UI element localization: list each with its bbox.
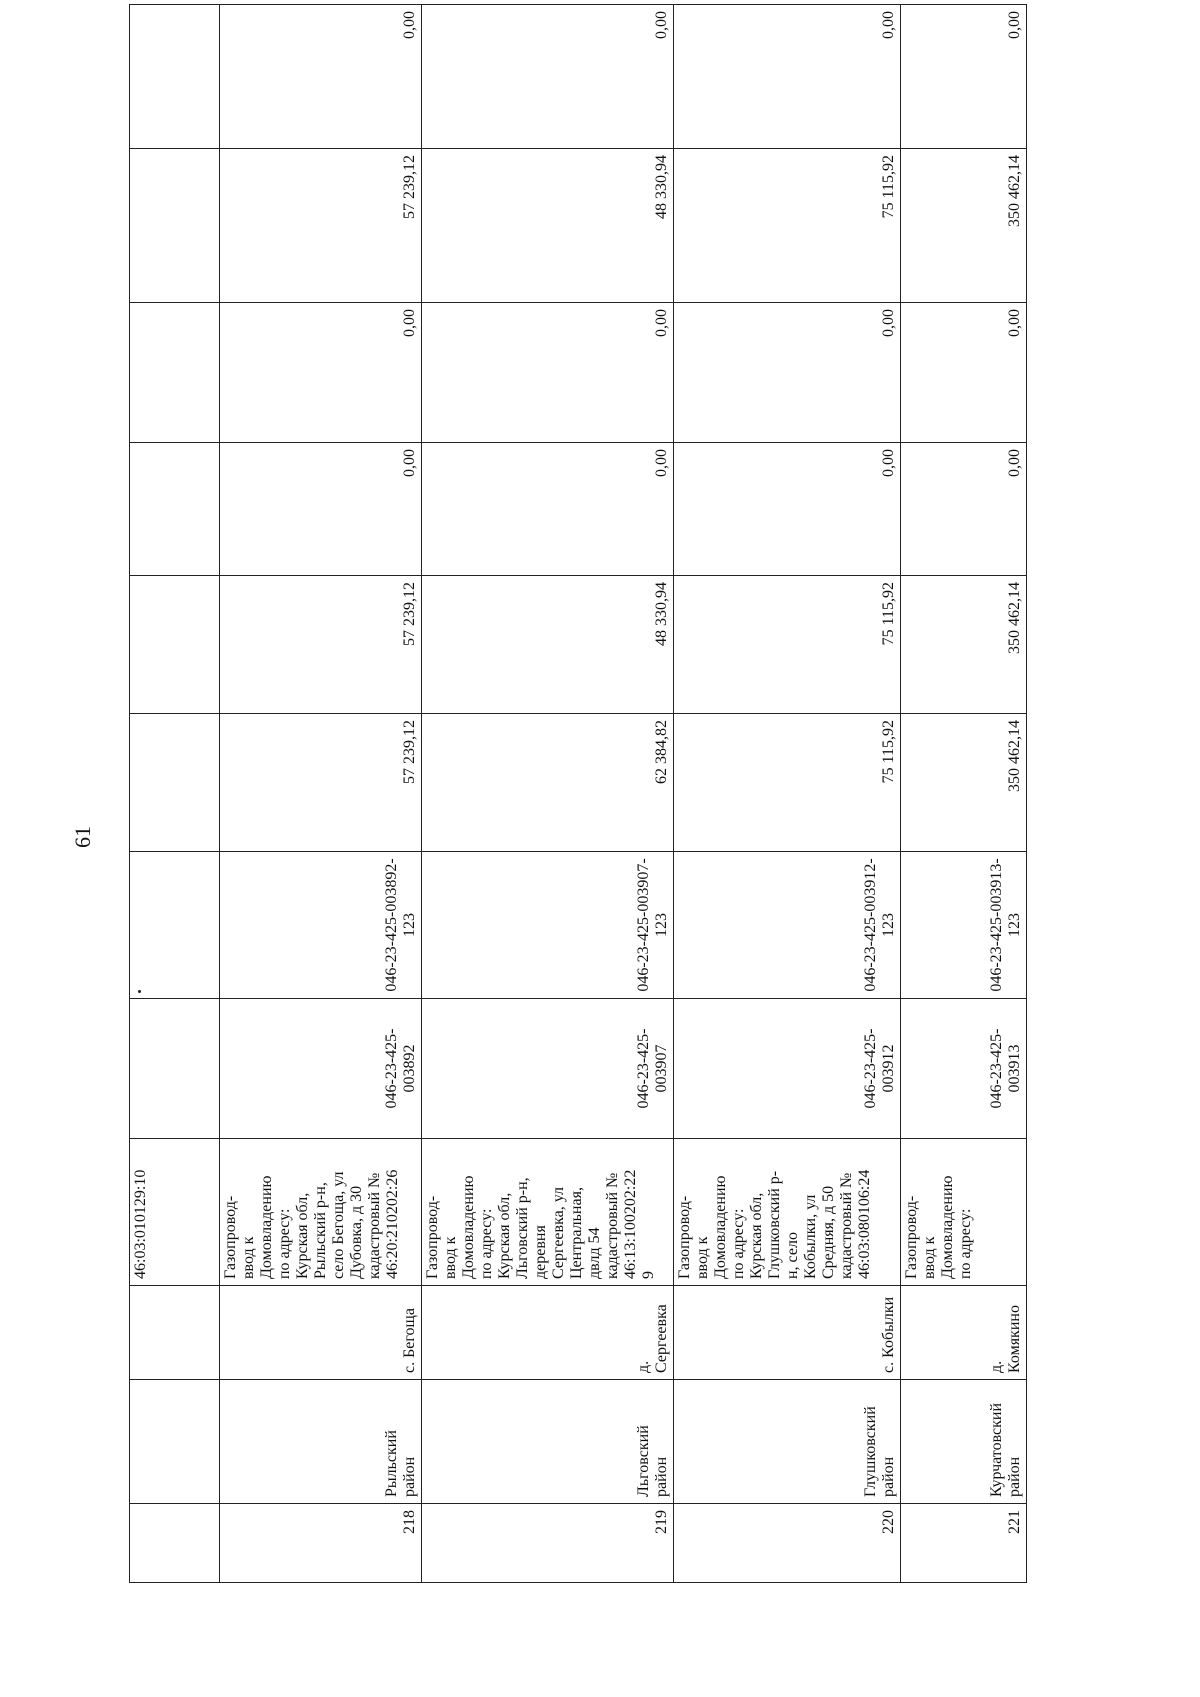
cell-code: 046-23-425-003892 (220, 999, 422, 1139)
cell-code-full: 046-23-425-003913-123 (901, 852, 1027, 999)
cell-code: 046-23-425-003907 (422, 999, 674, 1139)
cell-description: Газопровод- ввод к Домовладению по адресу: Курская обл, Глушковский р- н, село Кобылки, ул Средняя, д 50 кадастровый № 46:03:080106:24 (674, 1139, 901, 1286)
cell-description: Газопровод- ввод к Домовладению по адресу: Курская обл, Рыльский р-н, село Бегоща, ул Дубовка, д 30 кадастровый № 46:20:210202:26 (220, 1139, 422, 1286)
cell-value: 75 115,92 (674, 576, 901, 714)
cell-empty (130, 852, 220, 999)
cell-description: Газопровод- ввод к Домовладению по адресу: Курская обл, Льговский р-н, деревня Сергеевка, ул Центральная, двлд 54 кадастровый № 46:13:100202:22 9 (422, 1139, 674, 1286)
cell-code: 046-23-425-003912 (674, 999, 901, 1139)
cell-empty (130, 576, 220, 714)
cell-row-number: 221 (901, 1504, 1027, 1583)
cell-value: 57 239,12 (220, 576, 422, 714)
cell-value: 350 462,14 (901, 149, 1027, 303)
table-row (422, 5, 674, 1583)
cell-settlement: д. Комякино (901, 1286, 1027, 1380)
table-row (901, 5, 1027, 1583)
cell-empty (130, 1286, 220, 1380)
cell-value: 0,00 (674, 443, 901, 576)
cell-cadastral: 46:03:010129:10 (130, 1139, 220, 1286)
cell-settlement: с. Кобылки (674, 1286, 901, 1380)
cell-empty (130, 149, 220, 303)
cell-empty (130, 999, 220, 1139)
cell-empty (130, 1504, 220, 1583)
cell-value: 0,00 (220, 303, 422, 443)
cell-value: 48 330,94 (422, 576, 674, 714)
cell-description: Газопровод- ввод к Домовладению по адресу: (901, 1139, 1027, 1286)
cell-value: 57 239,12 (220, 149, 422, 303)
page-number: 61 (70, 826, 95, 848)
cell-empty (130, 1380, 220, 1504)
cell-value: 62 384,82 (422, 714, 674, 852)
cell-value: 0,00 (220, 5, 422, 149)
cell-value: 75 115,92 (674, 149, 901, 303)
rotated-table-sheet (129, 11, 1026, 1583)
table-row-top (130, 5, 220, 1583)
cell-value: 350 462,14 (901, 714, 1027, 852)
cell-value: 0,00 (422, 443, 674, 576)
cell-district: Глушковский район (674, 1380, 901, 1504)
table-row (220, 5, 422, 1583)
cell-code-full: 046-23-425-003892-123 (220, 852, 422, 999)
data-table (129, 4, 1027, 1583)
cell-value: 0,00 (901, 5, 1027, 149)
cell-row-number: 219 (422, 1504, 674, 1583)
cell-value: 75 115,92 (674, 714, 901, 852)
cell-empty (130, 5, 220, 149)
cell-value: 57 239,12 (220, 714, 422, 852)
cell-value: 0,00 (422, 303, 674, 443)
cell-district: Льговский район (422, 1380, 674, 1504)
cell-row-number: 218 (220, 1504, 422, 1583)
cell-code-full: 046-23-425-003912-123 (674, 852, 901, 999)
cell-value: 0,00 (422, 5, 674, 149)
cell-empty (130, 443, 220, 576)
cell-code-full: 046-23-425-003907-123 (422, 852, 674, 999)
cell-value: 0,00 (674, 303, 901, 443)
cell-district: Рыльский район (220, 1380, 422, 1504)
cell-value: 350 462,14 (901, 576, 1027, 714)
cell-empty (130, 714, 220, 852)
cell-value: 0,00 (901, 443, 1027, 576)
cell-empty (130, 303, 220, 443)
cell-district: Курчатовский район (901, 1380, 1027, 1504)
cell-value: 0,00 (220, 443, 422, 576)
cell-value: 48 330,94 (422, 149, 674, 303)
table-row (674, 5, 901, 1583)
cell-settlement: с. Бегоща (220, 1286, 422, 1380)
cell-value: 0,00 (674, 5, 901, 149)
cell-code: 046-23-425-003913 (901, 999, 1027, 1139)
cell-value: 0,00 (901, 303, 1027, 443)
cell-row-number: 220 (674, 1504, 901, 1583)
cell-settlement: д. Сергеевка (422, 1286, 674, 1380)
